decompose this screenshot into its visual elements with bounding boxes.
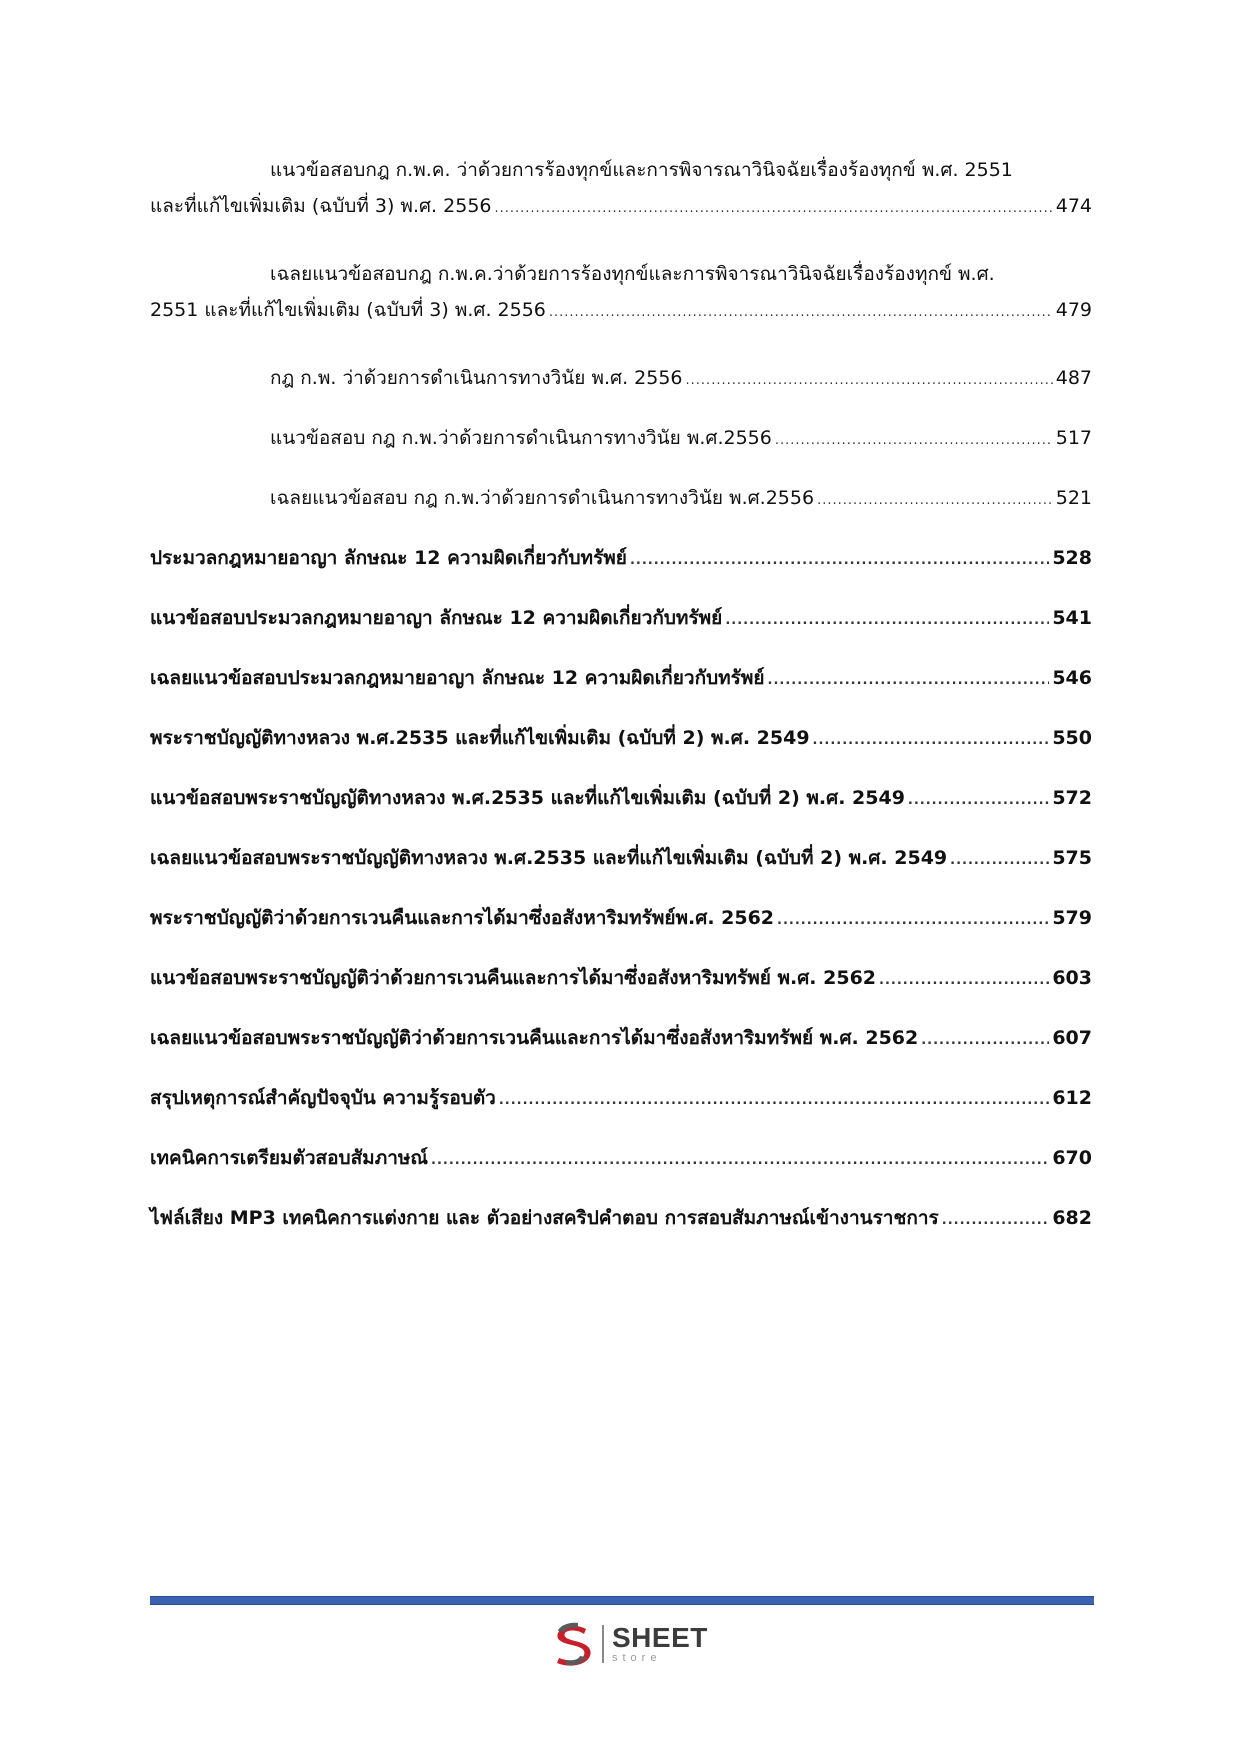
logo-subword: store [612, 1652, 662, 1664]
toc-entry-title: กฎ ก.พ. ว่าด้วยการดำเนินการทางวินัย พ.ศ. 2556 [270, 367, 683, 389]
toc-page-number: 474 [1055, 195, 1092, 217]
toc-entry-title: เฉลยแนวข้อสอบพระราชบัญญัติว่าด้วยการเวนคืนและการได้มาซึ่งอสังหาริมทรัพย์ พ.ศ. 2562 [150, 1027, 919, 1049]
logo-text [612, 1624, 708, 1664]
sheet-store-logo [548, 1618, 718, 1670]
toc-entry-title: เฉลยแนวข้อสอบพระราชบัญญัติทางหลวง พ.ศ.2535 และที่แก้ไขเพิ่มเติม (ฉบับที่ 2) พ.ศ. 2549 [150, 847, 948, 869]
dot-leader [950, 849, 1049, 873]
toc-entry-sub[interactable] [150, 366, 1092, 393]
dot-leader [431, 1149, 1049, 1173]
dot-leader [879, 969, 1049, 993]
dot-leader [817, 489, 1053, 513]
toc-entry-sub[interactable] [150, 158, 1092, 221]
toc-entry-title: แนวข้อสอบประมวลกฎหมายอาญา ลักษณะ 12 ความผิดเกี่ยวกับทรัพย์ [150, 607, 723, 629]
toc-entry-sub[interactable] [150, 486, 1092, 513]
toc-entry-title: แนวข้อสอบพระราชบัญญัติว่าด้วยการเวนคืนและการได้มาซึ่งอสังหาริมทรัพย์ พ.ศ. 2562 [150, 967, 877, 989]
toc-page-number: 579 [1052, 907, 1092, 929]
dot-leader [630, 549, 1049, 573]
toc-entry-title: เทคนิคการเตรียมตัวสอบสัมภาษณ์ [150, 1147, 429, 1169]
logo-word: SHEET [612, 1622, 708, 1653]
toc-entry-title: เฉลยแนวข้อสอบประมวลกฎหมายอาญา ลักษณะ 12 ความผิดเกี่ยวกับทรัพย์ [150, 667, 765, 689]
toc-page-number: 479 [1055, 299, 1092, 321]
toc-entry-title: พระราชบัญญัติว่าด้วยการเวนคืนและการได้มาซึ่งอสังหาริมทรัพย์พ.ศ. 2562 [150, 907, 775, 929]
toc-entry-sub[interactable] [150, 426, 1092, 453]
toc-page-number: 612 [1052, 1087, 1092, 1109]
toc-entry-main[interactable] [150, 606, 1092, 633]
toc-entry-title: สรุปเหตุการณ์สำคัญปัจจุบัน ความรู้รอบตัว [150, 1087, 496, 1109]
toc-entry-main[interactable] [150, 846, 1092, 873]
toc-entry-main[interactable] [150, 546, 1092, 573]
toc-entry-main[interactable] [150, 666, 1092, 693]
dot-leader [686, 369, 1053, 393]
toc-entry-title: ไฟล์เสียง MP3 เทคนิคการแต่งกาย และ ตัวอย่างสคริปคำตอบ การสอบสัมภาษณ์เข้างานราชการ [150, 1207, 939, 1229]
toc-page-number: 528 [1052, 547, 1092, 569]
dot-leader [777, 909, 1049, 933]
toc-entry-title: เฉลยแนวข้อสอบ กฎ ก.พ.ว่าด้วยการดำเนินการทางวินัย พ.ศ.2556 [270, 487, 815, 509]
toc-page-number: 541 [1052, 607, 1092, 629]
dot-leader [908, 789, 1049, 813]
dot-leader [499, 1089, 1049, 1113]
toc-page-number: 682 [1052, 1207, 1092, 1229]
toc-entry-main[interactable] [150, 726, 1092, 753]
toc-page-number: 487 [1055, 367, 1092, 389]
toc-entry-title-line2: 2551 และที่แก้ไขเพิ่มเติม (ฉบับที่ 3) พ.ศ. 2556 [150, 299, 546, 321]
toc-page-number: 603 [1052, 967, 1092, 989]
dot-leader [921, 1029, 1049, 1053]
toc-page-number: 546 [1052, 667, 1092, 689]
dot-leader [549, 301, 1053, 325]
toc-entry-main[interactable] [150, 1146, 1092, 1173]
toc-entry-main[interactable] [150, 906, 1092, 933]
toc-entry-main[interactable] [150, 1086, 1092, 1113]
toc-entry-title-line2: และที่แก้ไขเพิ่มเติม (ฉบับที่ 3) พ.ศ. 2556 [150, 195, 492, 217]
toc-entry-title: แนวข้อสอบพระราชบัญญัติทางหลวง พ.ศ.2535 และที่แก้ไขเพิ่มเติม (ฉบับที่ 2) พ.ศ. 2549 [150, 787, 905, 809]
toc-page-number: 575 [1052, 847, 1092, 869]
dot-leader [942, 1209, 1050, 1233]
toc-page-number: 670 [1052, 1147, 1092, 1169]
toc-page-number: 517 [1055, 427, 1092, 449]
dot-leader [725, 609, 1049, 633]
toc-entry-main[interactable] [150, 1026, 1092, 1053]
toc-entry-title-line1: แนวข้อสอบกฎ ก.พ.ค. ว่าด้วยการร้องทุกข์และการพิจารณาวินิจฉัยเรื่องร้องทุกข์ พ.ศ. 2551 [270, 159, 1013, 181]
toc-page-number: 607 [1052, 1027, 1092, 1049]
footer-divider [150, 1596, 1094, 1605]
toc-page-number: 550 [1052, 727, 1092, 749]
toc-entry-main[interactable] [150, 786, 1092, 813]
logo-separator [602, 1625, 604, 1663]
toc-entry-sub[interactable] [150, 262, 1092, 325]
toc-page-number: 572 [1052, 787, 1092, 809]
dot-leader [768, 669, 1050, 693]
toc-entry-title: ประมวลกฎหมายอาญา ลักษณะ 12 ความผิดเกี่ยวกับทรัพย์ [150, 547, 627, 569]
dot-leader [813, 729, 1050, 753]
toc-entry-title-line1: เฉลยแนวข้อสอบกฎ ก.พ.ค.ว่าด้วยการร้องทุกข์และการพิจารณาวินิจฉัยเรื่องร้องทุกข์ พ.ศ. [270, 263, 995, 285]
toc-entry-main[interactable] [150, 1206, 1092, 1233]
dot-leader [495, 197, 1053, 221]
toc-entry-title: แนวข้อสอบ กฎ ก.พ.ว่าด้วยการดำเนินการทางวินัย พ.ศ.2556 [270, 427, 772, 449]
dot-leader [775, 429, 1053, 453]
toc-entry-title: พระราชบัญญัติทางหลวง พ.ศ.2535 และที่แก้ไขเพิ่มเติม (ฉบับที่ 2) พ.ศ. 2549 [150, 727, 810, 749]
toc-entry-main[interactable] [150, 966, 1092, 993]
toc-page-number: 521 [1055, 487, 1092, 509]
sheet-store-logo-icon [548, 1620, 596, 1668]
